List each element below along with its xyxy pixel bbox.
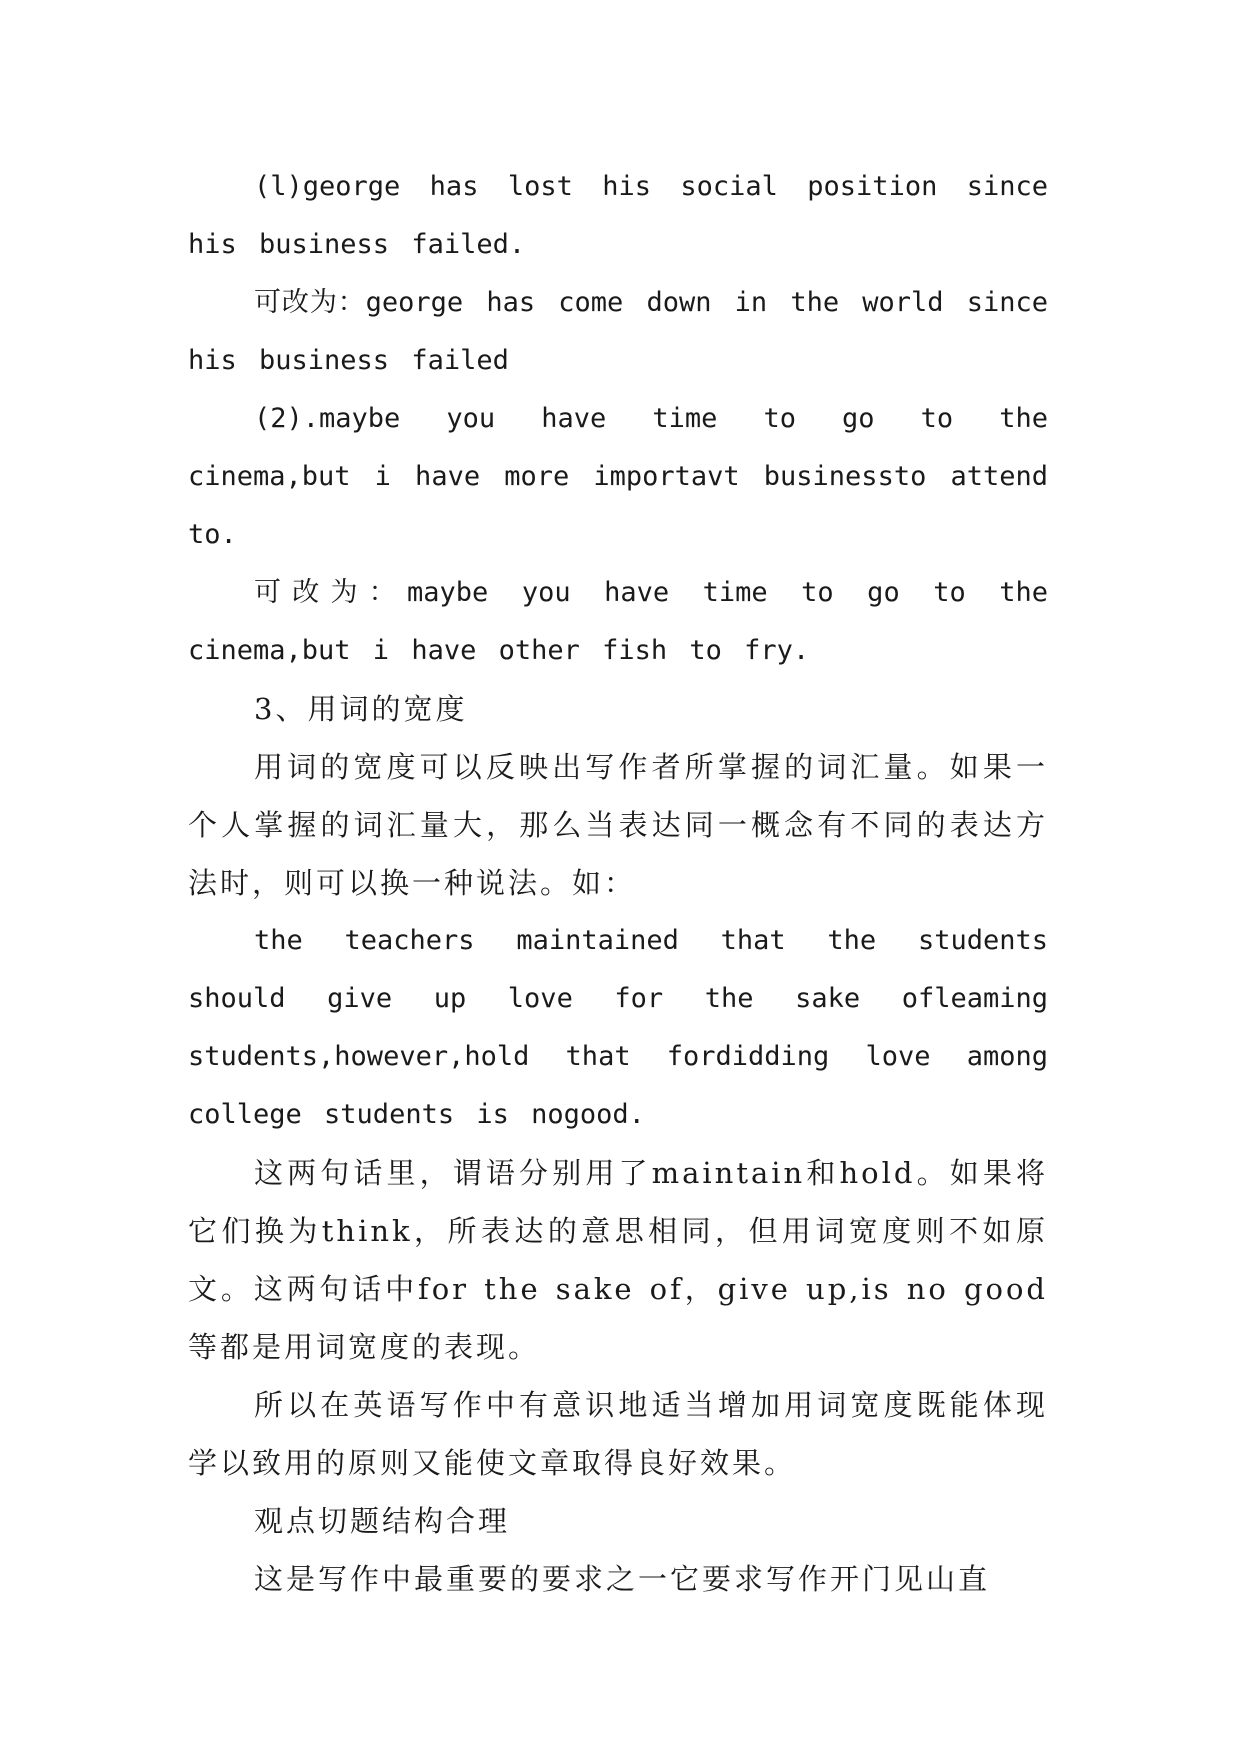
word-breadth-intro: 用词的宽度可以反映出写作者所掌握的词汇量。如果一个人掌握的词汇量大，那么当表达同一概念有不同的表达方法时，则可以换一种说法。如： — [188, 750, 1048, 900]
document-body — [188, 158, 1048, 1608]
example-2-revised: 可改为：maybe you have time to go to the cinema,but i have other fish to fry. — [188, 577, 1048, 666]
example-1-original: (l)george has lost his social position since his business failed. — [188, 171, 1048, 260]
section-heading-viewpoint: 观点切题结构合理 — [254, 1504, 511, 1538]
example-3-analysis: 这两句话里，谓语分别用了maintain和hold。如果将它们换为think，所表达的意思相同，但用词宽度则不如原文。这两句话中for the sake of，give up,is no good等都是用词宽度的表现。 — [188, 1156, 1048, 1364]
example-1-revised: 可改为：george has come down in the world since his business failed — [188, 287, 1048, 376]
example-3: the teachers maintained that the students should give up love for the sake ofleaming students,however,hold that fordidding love among college students is nogood. — [188, 925, 1048, 1130]
viewpoint-intro: 这是写作中最重要的要求之一它要求写作开门见山直 — [254, 1562, 991, 1596]
example-2-original: (2).maybe you have time to go to the cinema,but i have more importavt businessto attend to. — [188, 403, 1048, 550]
section-heading: 3、用词的宽度 — [254, 692, 468, 726]
conclusion-paragraph: 所以在英语写作中有意识地适当增加用词宽度既能体现学以致用的原则又能使文章取得良好效果。 — [188, 1388, 1048, 1480]
